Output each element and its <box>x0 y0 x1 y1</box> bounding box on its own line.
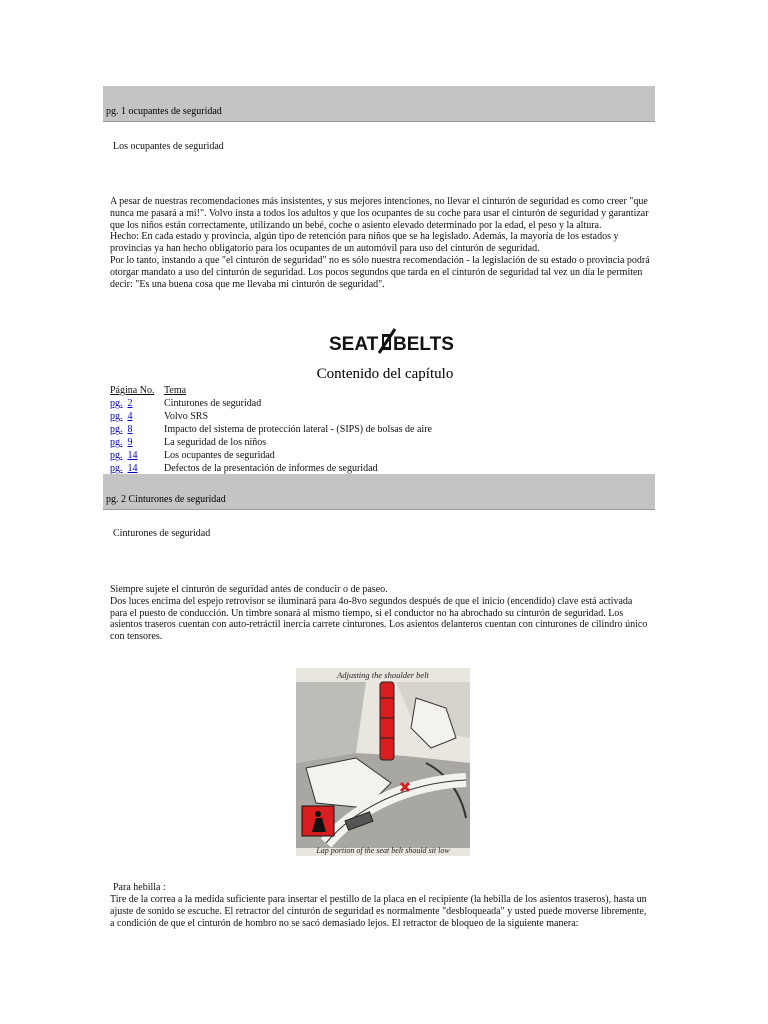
paragraph: Hecho: En cada estado y provincia, algún tipo de retención para niños que se ha legislado. Además, la mayoría de los estados y provincias ya han hecho obligatorio para los ocupantes de un automóvil para uso del cinturón de seguridad. <box>110 231 619 255</box>
page-number-link[interactable]: 2 <box>127 398 133 409</box>
paragraph: A pesar de nuestras recomendaciones más insistentes, y sus mejores intenciones, no llevar el cinturón de seguridad es como creer "que nunca me pasará a mí!". Volvo insta a todos los adultos y que los ocupantes de su coche para usar el cinturón de seguridad y garantizar que los niños están correctamente, utilizando un bebé, coche o asiento elevado determinado por la edad, el peso y la altura. <box>110 196 649 231</box>
seatbelt-illustration <box>296 668 470 856</box>
column-header-topic: Tema <box>164 385 187 396</box>
section-header-band <box>103 474 655 510</box>
paragraph: Dos luces encima del espejo retrovisor se iluminará para 4o-8vo segundos después de que el inicio (encendido) clave está activada para el puesto de conducción. Un timbre sonará al mismo tiempo, si el conductor no ha abrochado su cinturón de seguridad. Los asientos traseros cuentan con auto-retráctil inercia carrete cinturones. Los asientos delanteros cuentan con cinturones de cilindro único con tensores. <box>110 595 648 643</box>
logo-text-right: BELTS <box>393 334 454 355</box>
page-number-link[interactable]: 14 <box>127 463 138 474</box>
page-prefix-link[interactable]: pg. <box>110 424 123 435</box>
page-prefix-link[interactable]: pg. <box>110 398 123 409</box>
page-prefix-link[interactable]: pg. <box>110 463 123 474</box>
section-body <box>110 196 650 290</box>
page-number-link[interactable]: 9 <box>127 437 133 448</box>
contents-topic: Los ocupantes de seguridad <box>164 450 275 461</box>
column-header-page: Página No. <box>110 385 155 396</box>
page-number-link[interactable]: 8 <box>127 424 133 435</box>
contents-row <box>110 397 510 410</box>
contents-topic: Volvo SRS <box>164 411 209 422</box>
section-header-band <box>103 86 655 122</box>
contents-row <box>110 436 510 449</box>
figure-caption-bottom: Lap portion of the seat belt should sit low <box>316 846 450 855</box>
page-prefix-link[interactable]: pg. <box>110 437 123 448</box>
section-header-title: pg. 1 ocupantes de seguridad <box>106 106 222 117</box>
contents-topic: Defectos de la presentación de informes de seguridad <box>164 463 378 474</box>
section-body <box>110 894 650 929</box>
logo-text-left: SEAT <box>329 334 379 355</box>
page-prefix-link[interactable]: pg. <box>110 411 123 422</box>
section-heading: Los ocupantes de seguridad <box>113 141 224 152</box>
contents-title: Contenido del capítulo <box>316 366 454 382</box>
page-number-link[interactable]: 4 <box>127 411 133 422</box>
section-header-title: pg. 2 Cinturones de seguridad <box>106 494 226 505</box>
paragraph: Siempre sujete el cinturón de seguridad antes de conducir o de paseo. <box>110 584 388 595</box>
figure-caption-top: Adjusting the shoulder belt <box>337 670 429 680</box>
contents-row <box>110 410 510 423</box>
seatbelts-logo <box>329 326 454 355</box>
contents-topic: Cinturones de seguridad <box>164 398 262 409</box>
contents-row <box>110 423 510 436</box>
paragraph: Por lo tanto, instando a que "el cinturón de seguridad" no es sólo nuestra recomendación - la legislación de su estado o provincia podrá otorgar mandato a uso del cinturón de seguridad. Los pocos segundos que tarda en el cinturón de seguridad tal vez un día le permiten decir: "Es una buena cosa que me llevaba mi cinturón de seguridad". <box>110 254 650 290</box>
section-heading: Cinturones de seguridad <box>113 528 211 539</box>
page-prefix-link[interactable]: pg. <box>110 450 123 461</box>
page-number-link[interactable]: 14 <box>127 450 138 461</box>
contents-row <box>110 449 510 462</box>
section-body <box>110 584 650 643</box>
paragraph: Tire de la correa a la medida suficiente para insertar el pestillo de la placa en el recipiente (la hebilla de los asientos traseros), hasta un ajuste de sonido se escuche. El retractor del cinturón de seguridad es normalmente "desbloqueada" y usted puede moverse libremente, a condición de que el cinturón de hombro no se sacó demasiado lejos. El retractor de bloqueo de la siguiente manera: <box>110 894 647 929</box>
shoulder-belt <box>380 682 394 760</box>
contents-header-row <box>110 384 510 397</box>
section-heading: Para hebilla : <box>113 882 166 893</box>
contents-topic: La seguridad de los niños <box>164 437 267 448</box>
contents-table <box>110 384 510 475</box>
contents-topic: Impacto del sistema de protección lateral - (SIPS) de bolsas de aire <box>164 424 432 435</box>
